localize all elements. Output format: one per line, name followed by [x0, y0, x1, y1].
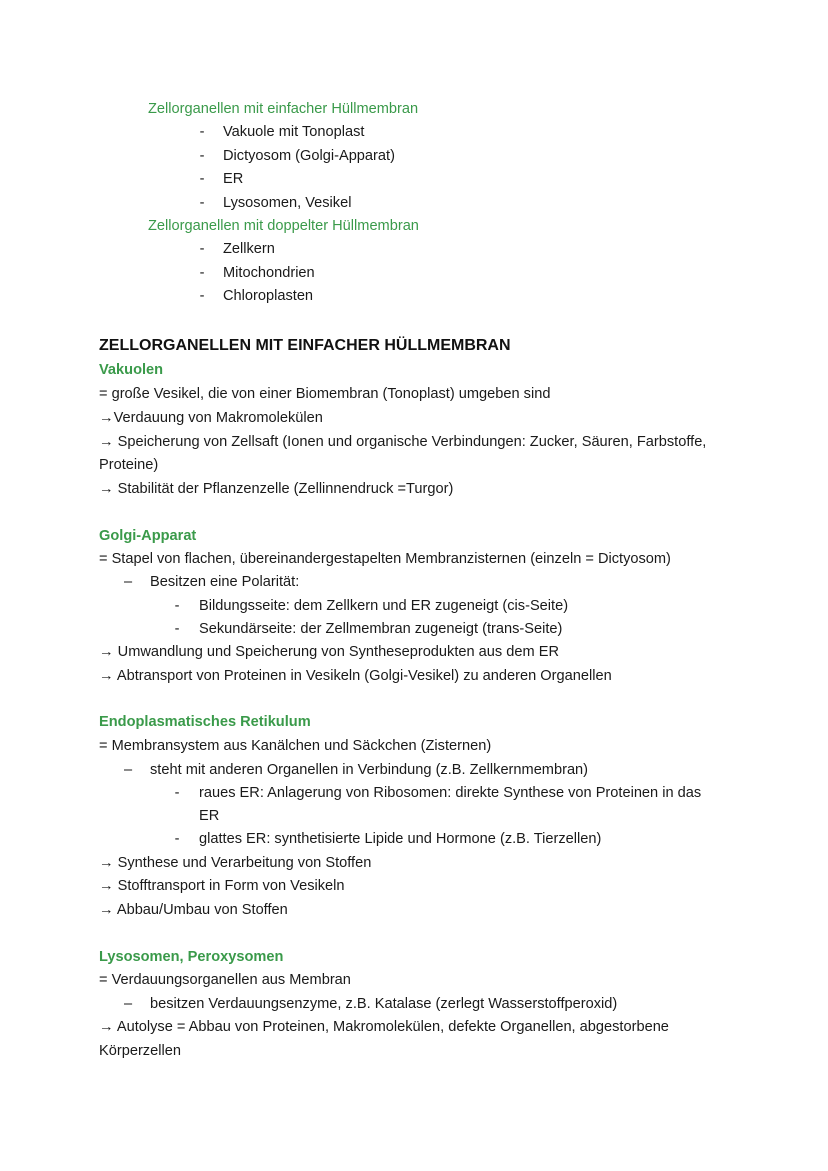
sub-sub-point: Bildungsseite: dem Zellkern und ER zugeneigt (cis-Seite)	[199, 598, 569, 614]
overview-item: Mitochondrien	[223, 265, 315, 281]
arrow-point: →Verdauung von Makromolekülen	[99, 410, 323, 426]
bullet-dash: -	[199, 195, 205, 211]
section-title-lysosomen: Lysosomen, Peroxysomen	[99, 949, 284, 965]
overview-group2-title: Zellorganellen mit doppelter Hüllmembran	[148, 218, 419, 234]
bullet-dash: -	[199, 148, 205, 164]
arrow-point: → Abtransport von Proteinen in Vesikeln (Golgi-Vesikel) zu anderen Organellen	[99, 668, 612, 684]
section-title-golgi: Golgi-Apparat	[99, 528, 197, 544]
overview-item: ER	[223, 171, 244, 187]
bullet-dash: -	[199, 171, 205, 187]
definition: = Stapel von flachen, übereinandergestapelten Membranzisternen (einzeln = Dictyosom)	[99, 551, 671, 567]
bullet-endash: –	[123, 574, 133, 590]
overview-item: Zellkern	[223, 241, 275, 257]
bullet-dash: -	[199, 241, 205, 257]
arrow-point: → Speicherung von Zellsaft (Ionen und organische Verbindungen: Zucker, Säuren, Farbstoffe,	[99, 434, 707, 450]
section-title-er: Endoplasmatisches Retikulum	[99, 714, 311, 730]
arrow-point-continuation: Körperzellen	[99, 1043, 181, 1059]
arrow-point: → Synthese und Verarbeitung von Stoffen	[99, 855, 372, 871]
sub-point: besitzen Verdauungsenzyme, z.B. Katalase (zerlegt Wasserstoffperoxid)	[150, 996, 618, 1012]
overview-item: Dictyosom (Golgi-Apparat)	[223, 148, 395, 164]
main-heading: ZELLORGANELLEN MIT EINFACHER HÜLLMEMBRAN	[99, 337, 511, 354]
arrow-point: → Autolyse = Abbau von Proteinen, Makromolekülen, defekte Organellen, abgestorbene	[99, 1019, 669, 1035]
section-title-vakuolen: Vakuolen	[99, 362, 164, 378]
bullet-dash: -	[199, 288, 205, 304]
arrow-point: → Abbau/Umbau von Stoffen	[99, 902, 288, 918]
arrow-point: → Stofftransport in Form von Vesikeln	[99, 878, 345, 894]
bullet-dash: -	[174, 831, 180, 847]
bullet-dash: -	[174, 785, 180, 801]
bullet-dash: -	[199, 124, 205, 140]
overview-item: Lysosomen, Vesikel	[223, 195, 352, 211]
overview-item: Chloroplasten	[223, 288, 314, 304]
bullet-dash: -	[174, 621, 180, 637]
sub-sub-point: Sekundärseite: der Zellmembran zugeneigt (trans-Seite)	[199, 621, 563, 637]
overview-group1-title: Zellorganellen mit einfacher Hüllmembran	[148, 101, 419, 117]
sub-point: steht mit anderen Organellen in Verbindung (z.B. Zellkernmembran)	[150, 762, 589, 778]
bullet-endash: –	[123, 762, 133, 778]
sub-sub-point: glattes ER: synthetisierte Lipide und Hormone (z.B. Tierzellen)	[199, 831, 602, 847]
sub-sub-point-continuation: ER	[199, 808, 220, 824]
overview-item: Vakuole mit Tonoplast	[223, 124, 365, 140]
definition: = große Vesikel, die von einer Biomembran (Tonoplast) umgeben sind	[99, 386, 551, 402]
sub-point: Besitzen eine Polarität:	[150, 574, 300, 590]
arrow-point: → Stabilität der Pflanzenzelle (Zellinnendruck =Turgor)	[99, 481, 454, 497]
definition: = Membransystem aus Kanälchen und Säckchen (Zisternen)	[99, 738, 492, 754]
bullet-dash: -	[174, 598, 180, 614]
arrow-point-continuation: Proteine)	[99, 457, 159, 473]
definition: = Verdauungsorganellen aus Membran	[99, 972, 351, 988]
arrow-point: → Umwandlung und Speicherung von Syntheseprodukten aus dem ER	[99, 644, 559, 660]
bullet-endash: –	[123, 996, 133, 1012]
sub-sub-point: raues ER: Anlagerung von Ribosomen: direkte Synthese von Proteinen in das	[199, 785, 702, 801]
bullet-dash: -	[199, 265, 205, 281]
